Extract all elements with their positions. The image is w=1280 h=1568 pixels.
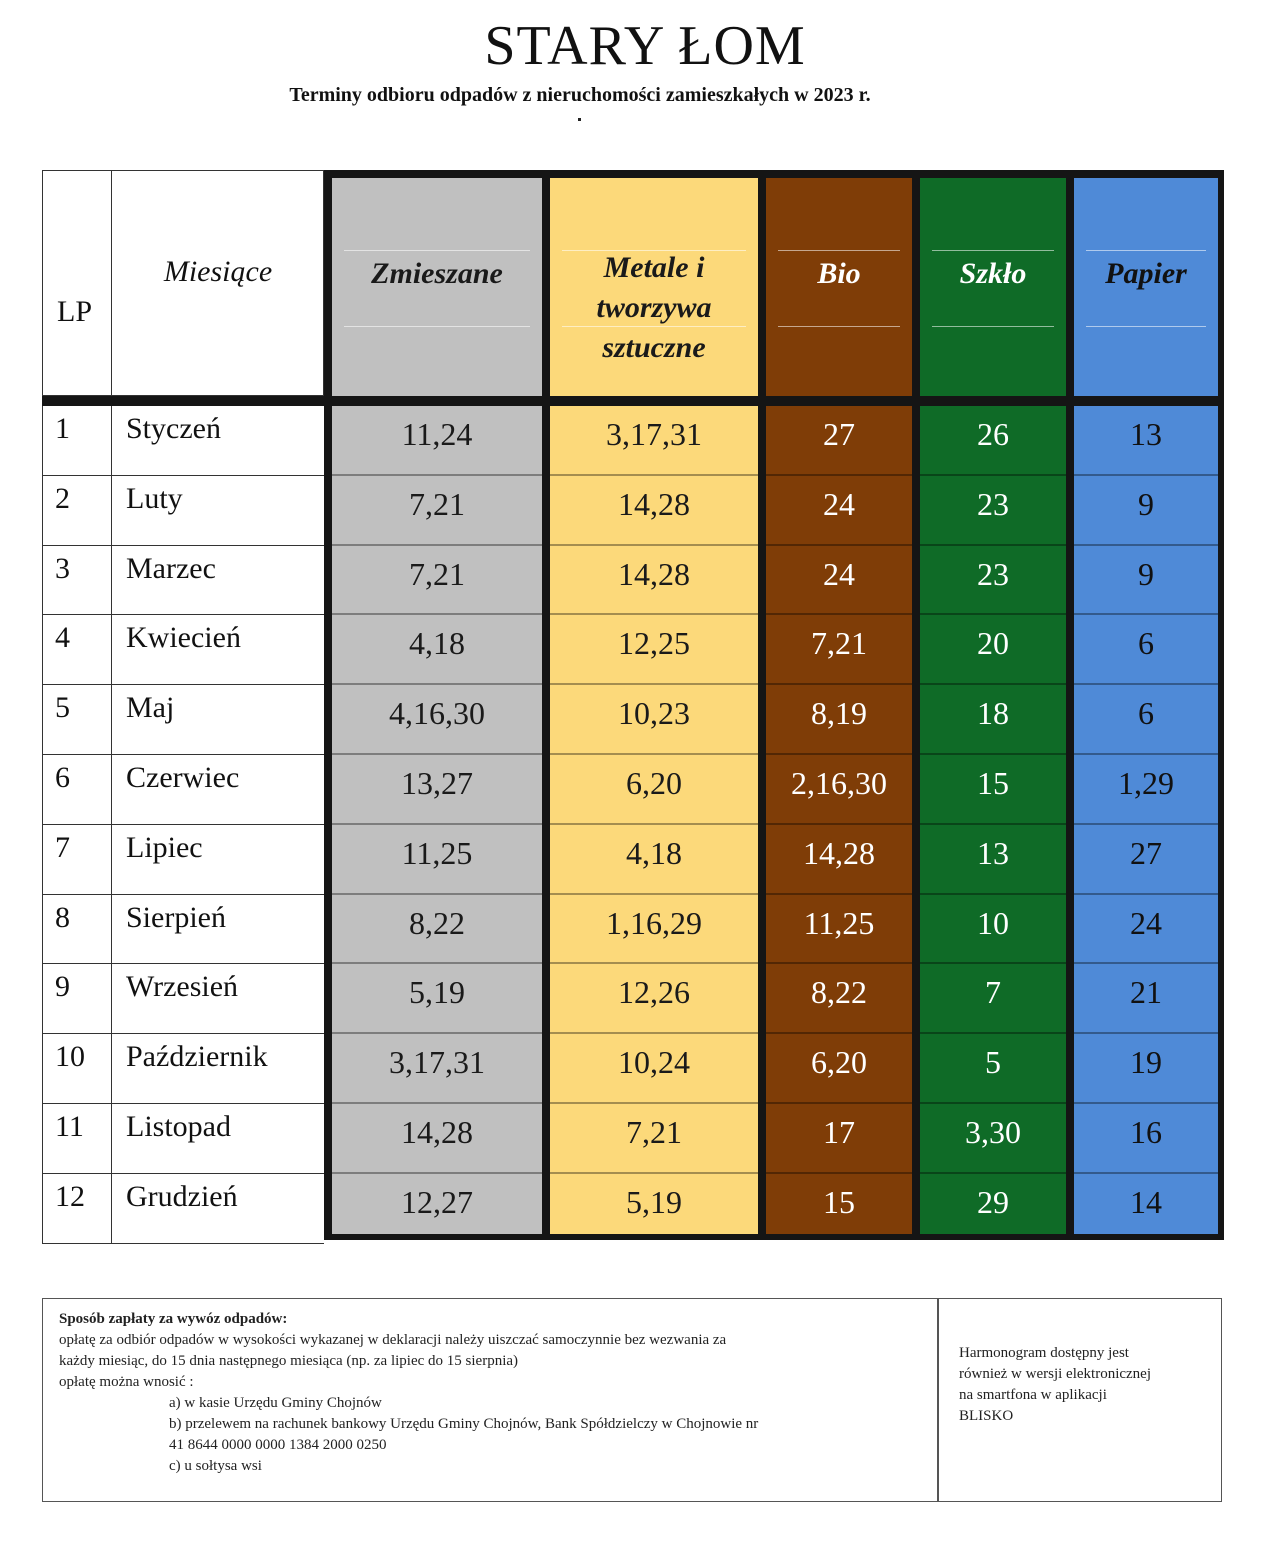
- row-number: 6: [55, 761, 70, 794]
- row-divider: [920, 962, 1066, 964]
- row-divider: [1074, 823, 1218, 825]
- payment-text-line: opłatę można wnosić :: [59, 1374, 194, 1390]
- schedule-value: 5: [985, 1044, 1001, 1081]
- schedule-value: 17: [823, 1114, 855, 1150]
- header-guide-line: [778, 326, 900, 327]
- row-divider: [1074, 613, 1218, 615]
- dot-mark: [578, 118, 581, 121]
- payment-text-line: opłatę za odbiór odpadów w wysokości wykazanej w deklaracji należy uiszczać samoczynnie bez wezwania za: [59, 1332, 727, 1348]
- row-divider: [332, 1032, 542, 1034]
- row-divider: [550, 753, 758, 755]
- lp-cell: [42, 1104, 112, 1174]
- row-number: 9: [55, 970, 70, 1004]
- schedule-value: 6: [1138, 625, 1154, 662]
- row-divider: [332, 823, 542, 825]
- lp-cell: [42, 1034, 112, 1104]
- schedule-value: 5,19: [409, 974, 465, 1011]
- schedule-value: 21: [1130, 974, 1162, 1011]
- schedule-value: 14,28: [618, 485, 690, 522]
- row-number: 11: [55, 1110, 84, 1143]
- row-divider: [1074, 753, 1218, 755]
- table-row: [42, 895, 324, 965]
- schedule-value: 7,21: [626, 1114, 682, 1150]
- month-cell: [112, 895, 324, 965]
- row-divider: [1074, 474, 1218, 476]
- column-header: [1074, 178, 1218, 396]
- row-divider: [332, 474, 542, 476]
- schedule-value: 19: [1130, 1044, 1162, 1081]
- month-name: Październik: [126, 1040, 268, 1074]
- lp-header: LP: [57, 295, 93, 328]
- header-guide-line: [1086, 326, 1206, 327]
- row-divider: [766, 1172, 912, 1174]
- row-number: 2: [55, 481, 70, 515]
- lp-cell: [42, 755, 112, 825]
- row-divider: [1074, 683, 1218, 685]
- column-papier: [1074, 178, 1218, 1234]
- schedule-value: 2,16,30: [791, 765, 887, 801]
- schedule-value: 6,20: [811, 1044, 867, 1081]
- month-cell: [112, 406, 324, 476]
- schedule-value: 27: [823, 416, 855, 452]
- lp-cell: [42, 685, 112, 755]
- row-divider: [766, 893, 912, 895]
- row-divider: [332, 1172, 542, 1174]
- schedule-value: 7: [985, 974, 1001, 1011]
- schedule-value: 9: [1138, 485, 1154, 522]
- column-header-label: sztuczne: [602, 331, 706, 364]
- payment-text-line: każdy miesiąc, do 15 dnia następnego miesiąca (np. za lipiec do 15 sierpnia): [59, 1353, 519, 1369]
- schedule-value: 11,24: [401, 416, 473, 452]
- row-divider: [920, 823, 1066, 825]
- column-header: [550, 178, 758, 396]
- schedule-value: 12,26: [618, 974, 690, 1011]
- schedule-value: 14,28: [618, 555, 690, 592]
- app-info: [959, 1343, 1209, 1427]
- row-divider: [920, 544, 1066, 546]
- row-divider: [550, 1172, 758, 1174]
- row-divider: [332, 893, 542, 895]
- row-divider: [332, 683, 542, 685]
- schedule-value: 24: [1130, 904, 1162, 941]
- header-guide-line: [1086, 250, 1206, 251]
- month-name: Grudzień: [126, 1179, 238, 1213]
- schedule-value: 27: [1130, 834, 1162, 871]
- row-divider: [766, 613, 912, 615]
- schedule-value: 10,24: [618, 1044, 690, 1081]
- app-info-line: Harmonogram dostępny jest: [959, 1345, 1129, 1361]
- month-cell: [112, 1034, 324, 1104]
- schedule-value: 15: [977, 765, 1009, 801]
- bank-account-number: 41 8644 0000 0000 1384 2000 0250: [169, 1437, 387, 1453]
- schedule-value: 1,16,29: [606, 904, 702, 941]
- row-number: 12: [55, 1179, 85, 1213]
- column-header: [332, 178, 542, 396]
- month-cell: [112, 1104, 324, 1174]
- month-name: Wrzesień: [126, 970, 239, 1004]
- lp-cell: [42, 546, 112, 616]
- column-header: [766, 178, 912, 396]
- payment-title: Sposób zapłaty za wywóz odpadów:: [59, 1311, 288, 1327]
- lp-cell: [42, 406, 112, 476]
- header-guide-line: [344, 250, 530, 251]
- row-divider: [1074, 1172, 1218, 1174]
- row-number: 7: [55, 830, 70, 864]
- row-divider: [550, 823, 758, 825]
- schedule-value: 3,17,31: [606, 416, 702, 452]
- row-divider: [550, 1032, 758, 1034]
- row-divider: [766, 1102, 912, 1104]
- month-name: Sierpień: [126, 900, 226, 934]
- table-row: [42, 1104, 324, 1174]
- month-name: Listopad: [126, 1110, 231, 1143]
- month-name: Kwiecień: [126, 621, 241, 655]
- schedule-value: 12,27: [401, 1183, 473, 1220]
- row-number: 1: [55, 412, 70, 445]
- table-row: [42, 755, 324, 825]
- table-row: [42, 615, 324, 685]
- lp-header-cell: [42, 170, 112, 396]
- lp-cell: [42, 964, 112, 1034]
- schedule-value: 11,25: [401, 834, 473, 871]
- schedule-value: 4,16,30: [389, 695, 485, 732]
- schedule-value: 8,22: [811, 974, 867, 1011]
- row-divider: [550, 683, 758, 685]
- schedule-value: 16: [1130, 1114, 1162, 1150]
- page-title: STARY ŁOM: [484, 15, 806, 77]
- month-name: Czerwiec: [126, 761, 240, 794]
- row-divider: [920, 753, 1066, 755]
- row-divider: [1074, 1102, 1218, 1104]
- payment-option-c: c) u sołtysa wsi: [169, 1458, 262, 1474]
- row-divider: [766, 1032, 912, 1034]
- row-divider: [920, 1172, 1066, 1174]
- row-number: 3: [55, 551, 70, 585]
- lp-cell: [42, 476, 112, 546]
- schedule-value: 13: [977, 834, 1009, 871]
- schedule-value: 12,25: [618, 625, 690, 662]
- month-name: Maj: [126, 691, 175, 725]
- row-divider: [550, 962, 758, 964]
- month-name: Styczeń: [126, 412, 221, 445]
- header-guide-line: [344, 326, 530, 327]
- month-name: Lipiec: [126, 830, 203, 864]
- schedule-value: 10,23: [618, 695, 690, 732]
- header-guide-line: [562, 250, 746, 251]
- month-cell: [112, 964, 324, 1034]
- row-divider: [920, 1032, 1066, 1034]
- row-divider: [550, 613, 758, 615]
- row-divider: [920, 893, 1066, 895]
- table-row: [42, 1174, 324, 1244]
- month-name: Luty: [126, 481, 183, 515]
- row-divider: [766, 753, 912, 755]
- month-header: Miesiące: [163, 255, 273, 288]
- lp-cell: [42, 825, 112, 895]
- schedule-value: 5,19: [626, 1183, 682, 1220]
- row-number: 10: [55, 1040, 85, 1074]
- row-divider: [1074, 962, 1218, 964]
- schedule-value: 10: [977, 904, 1009, 941]
- table-row: [42, 685, 324, 755]
- app-info-line: na smartfona w aplikacji: [959, 1387, 1107, 1403]
- column-header: [920, 178, 1066, 396]
- schedule-value: 14: [1130, 1183, 1162, 1220]
- schedule-value: 11,25: [803, 904, 875, 941]
- schedule-value: 7,21: [811, 625, 867, 662]
- row-divider: [332, 962, 542, 964]
- column-header-label: Bio: [817, 257, 861, 290]
- column-header-label: tworzywa: [596, 291, 712, 324]
- schedule-value: 4,18: [626, 834, 682, 871]
- schedule-value: 1,29: [1118, 765, 1174, 801]
- column-bio: [766, 178, 912, 1234]
- row-divider: [920, 683, 1066, 685]
- schedule-value: 7,21: [409, 555, 465, 592]
- schedule-table: [42, 170, 1224, 1238]
- footer-divider: [937, 1299, 939, 1501]
- header-guide-line: [778, 250, 900, 251]
- schedule-value: 24: [823, 555, 855, 592]
- month-cell: [112, 685, 324, 755]
- table-row: [42, 825, 324, 895]
- month-header-cell: [112, 170, 324, 396]
- row-divider: [332, 544, 542, 546]
- table-row: [42, 546, 324, 616]
- payment-option-b: b) przelewem na rachunek bankowy Urzędu Gminy Chojnów, Bank Spółdzielczy w Chojnowie nr: [169, 1416, 759, 1432]
- row-number: 4: [55, 621, 70, 655]
- column-header-label: Zmieszane: [371, 257, 503, 290]
- lp-cell: [42, 895, 112, 965]
- header-guide-line: [562, 326, 746, 327]
- lp-cell: [42, 1174, 112, 1244]
- payment-info: [59, 1309, 921, 1477]
- row-divider: [1074, 893, 1218, 895]
- row-divider: [332, 1102, 542, 1104]
- row-divider: [766, 683, 912, 685]
- schedule-value: 13,27: [401, 765, 473, 801]
- schedule-value: 15: [823, 1183, 855, 1220]
- header-guide-line: [932, 326, 1054, 327]
- column-header-label: Metale i: [603, 251, 705, 284]
- schedule-value: 8,19: [811, 695, 867, 732]
- schedule-value: 18: [977, 695, 1009, 732]
- column-zmieszane: [332, 178, 542, 1234]
- schedule-value: 3,30: [965, 1114, 1021, 1150]
- row-divider: [766, 823, 912, 825]
- schedule-value: 8,22: [409, 904, 465, 941]
- month-name: Marzec: [126, 551, 216, 585]
- schedule-value: 6: [1138, 695, 1154, 732]
- month-cell: [112, 615, 324, 685]
- header-guide-line: [932, 250, 1054, 251]
- schedule-value: 24: [823, 485, 855, 522]
- column-header-label: Papier: [1105, 257, 1187, 290]
- payment-info-box: [42, 1298, 1222, 1502]
- table-row: [42, 1034, 324, 1104]
- schedule-value: 14,28: [803, 834, 875, 871]
- row-divider: [550, 474, 758, 476]
- schedule-value: 29: [977, 1183, 1009, 1220]
- row-divider: [1074, 1032, 1218, 1034]
- row-divider: [550, 1102, 758, 1104]
- color-columns-frame: [324, 170, 1224, 1240]
- row-divider: [332, 613, 542, 615]
- schedule-value: 14,28: [401, 1114, 473, 1150]
- schedule-value: 3,17,31: [389, 1044, 485, 1081]
- header-separator: [42, 396, 1224, 406]
- row-divider: [550, 893, 758, 895]
- schedule-value: 9: [1138, 555, 1154, 592]
- schedule-value: 13: [1130, 416, 1162, 452]
- month-cell: [112, 546, 324, 616]
- app-info-line: również w wersji elektronicznej: [959, 1366, 1152, 1382]
- row-divider: [332, 753, 542, 755]
- schedule-value: 6,20: [626, 765, 682, 801]
- page-subtitle: Terminy odbioru odpadów z nieruchomości zamieszkałych w 2023 r.: [289, 84, 871, 106]
- month-cell: [112, 825, 324, 895]
- row-divider: [766, 474, 912, 476]
- schedule-value: 23: [977, 485, 1009, 522]
- lp-cell: [42, 615, 112, 685]
- column-header-label: Szkło: [959, 257, 1027, 290]
- table-row: [42, 406, 324, 476]
- row-number: 5: [55, 691, 70, 725]
- row-divider: [920, 474, 1066, 476]
- row-divider: [920, 613, 1066, 615]
- row-number: 8: [55, 900, 70, 934]
- row-divider: [550, 544, 758, 546]
- row-divider: [766, 962, 912, 964]
- column-szkło: [920, 178, 1066, 1234]
- row-divider: [1074, 544, 1218, 546]
- schedule-value: 20: [977, 625, 1009, 662]
- schedule-value: 4,18: [409, 625, 465, 662]
- schedule-value: 23: [977, 555, 1009, 592]
- payment-option-a: a) w kasie Urzędu Gminy Chojnów: [169, 1395, 382, 1411]
- row-divider: [766, 544, 912, 546]
- table-row: [42, 476, 324, 546]
- schedule-value: 7,21: [409, 485, 465, 522]
- row-divider: [920, 1102, 1066, 1104]
- app-name: BLISKO: [959, 1408, 1014, 1424]
- month-cell: [112, 476, 324, 546]
- schedule-value: 26: [977, 416, 1009, 452]
- month-cell: [112, 755, 324, 825]
- month-cell: [112, 1174, 324, 1244]
- table-row: [42, 964, 324, 1034]
- column-metale-i-tworzywa-sztuczne: [550, 178, 758, 1234]
